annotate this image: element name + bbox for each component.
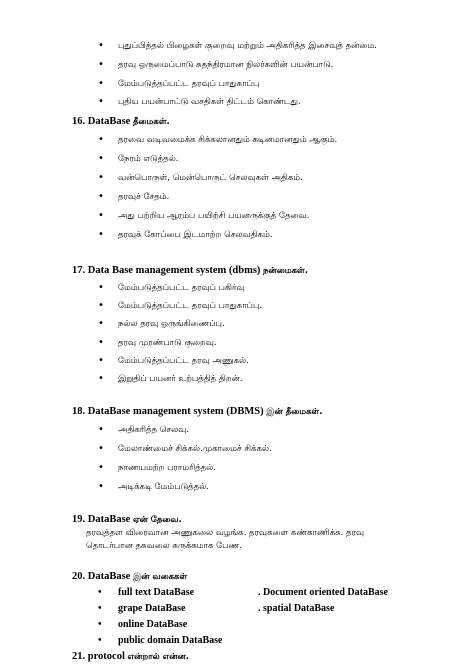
section-21-paragraph — [86, 664, 406, 670]
list-item: • grape DataBase — [118, 603, 186, 615]
list-item: • புதுப்பித்தல் பிழைகள் குறைவு மற்றும் அதிகரித்த இசைவுத் தன்மை. — [118, 40, 377, 52]
section-title-english: DataBase — [87, 571, 131, 582]
section-number: 20. — [72, 571, 86, 582]
list-item: • நல்ல தரவு ஒருங்கிணைப்பு. — [118, 318, 225, 330]
section-title-tamil: இன் வகைகள் — [132, 572, 188, 582]
section-19-heading — [72, 513, 182, 527]
list-item: • அதிகரித்த செலவு. — [118, 424, 189, 436]
list-item: • அது பற்றிய ஆரம்ப பயிற்சி பயனருக்குத் தேவை. — [118, 210, 310, 222]
list-item: • மேம்படுத்தப்பட்ட தரவுப் பாதுகாப்பு. — [118, 300, 262, 312]
section-title-english: DataBase management system (DBMS) — [87, 406, 264, 417]
paragraph-line: தொடர்பான தகவலை சுருக்கமாக பேண. — [86, 541, 243, 551]
section-title-tamil: என்றால் என்ன. — [127, 652, 189, 662]
list-item: • நேரம் எடுத்தல். — [118, 153, 178, 165]
list-item: • மேம்படுத்தப்பட்ட தரவுப் பாதுகாப்பு — [118, 78, 259, 90]
list-item: • இறுதிப் பயனர் உற்பத்தித் திறன். — [118, 373, 243, 385]
list-item: • தரவுக் கோப்பை இடமாற்ற செலவதிகம். — [118, 229, 273, 241]
section-title-english: DataBase — [87, 116, 131, 127]
section-16-heading — [72, 115, 170, 129]
section-number: 18. — [72, 406, 86, 417]
section-number: 17. — [72, 265, 86, 276]
list-item: • அடிக்கடி மேம்படுத்தல். — [118, 481, 209, 493]
list-item: • மேலாண்மைச் சிக்கல்.முகாமைச் சிக்கல். — [118, 443, 272, 455]
list-item: • full text DataBase — [118, 587, 194, 599]
list-item: • வன்பொருள், மென்பொருட் செலவுகள் அதிகம். — [118, 172, 303, 184]
section-title-tamil: நன்மைகள். — [263, 266, 308, 276]
list-item: • புதிய பயன்பாட்டு வசதிகள் திட்டம் கொண்டது. — [118, 96, 301, 108]
list-item: • public domain DataBase — [118, 635, 222, 647]
section-number: 19. — [72, 514, 86, 525]
list-item: • online DataBase — [118, 619, 187, 631]
section-title-english: protocol — [87, 651, 125, 662]
list-item: • தரவுச் சேதம். — [118, 191, 169, 203]
list-item: • நாணயமற்ற பராமரித்தல். — [118, 462, 216, 474]
section-title-tamil: இன் தீமைகள். — [266, 407, 323, 417]
list-item: • மேம்படுத்தப்பட்ட தரவு அணுகல். — [118, 355, 249, 367]
section-title-tamil: தீமைகள். — [132, 117, 170, 127]
list-item-column2: . spatial DataBase — [258, 603, 335, 614]
section-19-paragraph — [86, 527, 406, 553]
list-item: • தரவு முரண்பாடு குறைவு. — [118, 337, 217, 349]
section-number: 16. — [72, 116, 86, 127]
section-title-english: DataBase — [87, 514, 131, 525]
section-title-english: Data Base management system (dbms) — [87, 265, 261, 276]
list-item: • தரவு ஒருமைப்பாடு சுதந்திரமான நிலர்களின் பயன்பாடு. — [118, 59, 333, 71]
section-17-heading — [72, 264, 308, 278]
paragraph-line: தரவுத்தள விரைவான அணுகலை வழங்க. தரவுகளை கண்காணிக்க. தரவு — [86, 528, 365, 538]
list-item: • மேம்படுத்தப்பட்ட தரவுப் பகிர்வு — [118, 282, 245, 294]
section-20-heading — [72, 570, 187, 584]
section-18-heading — [72, 405, 322, 419]
section-21-heading — [72, 650, 189, 664]
section-number: 21. — [72, 651, 86, 662]
list-item-column2: . Document oriented DataBase — [258, 587, 388, 598]
list-item: • தரவை வடிவமைக்க சிக்கலானதும் கடினமானதும் ஆகும். — [118, 134, 337, 146]
section-title-tamil: ஏன் தேவை. — [132, 515, 182, 525]
